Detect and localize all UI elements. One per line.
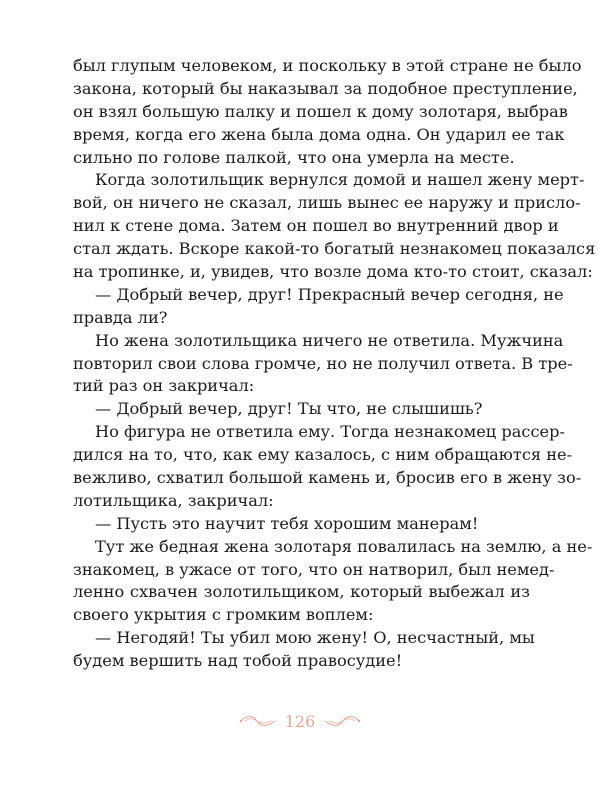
text-line: знакомец, в ужасе от того, что он натворил, был немед- <box>73 559 555 579</box>
text-line: он взял большую палку и пошел к дому золотаря, выбрав <box>73 101 568 121</box>
text-line: своего укрытия с громким воплем: <box>73 605 374 625</box>
text-line: — Добрый вечер, друг! Прекрасный вечер сегодня, не <box>95 284 564 304</box>
page-footer <box>0 708 600 734</box>
text-line: на тропинке, и, увидев, что возле дома кто-то стоит, сказал: <box>73 262 593 282</box>
text-line: дился на то, что, как ему казалось, с ним обращаются не- <box>73 445 573 465</box>
text-line: будем вершить над тобой правосудие! <box>73 651 403 671</box>
text-line: был глупым человеком, и поскольку в этой стране не было <box>73 56 582 75</box>
text-line: Когда золотильщик вернулся домой и нашел жену мерт- <box>95 170 585 190</box>
decorative-swirl-icon <box>323 714 361 728</box>
text-line: время, когда его жена была дома одна. Он ударил ее так <box>73 124 565 144</box>
text-line: закона, который бы наказывал за подобное преступление, <box>73 78 578 98</box>
text-line: нил к стене дома. Затем он пошел во внутренний двор и <box>73 216 559 236</box>
text-line: вой, он ничего не сказал, лишь вынес ее наружу и присло- <box>73 193 581 213</box>
body-text <box>73 55 596 673</box>
text-line: ленно схвачен золотильщиком, который выбежал из <box>73 582 530 602</box>
text-line: стал ждать. Вскоре какой-то богатый незнакомец показался <box>73 239 596 259</box>
text-line: лотильщика, закричал: <box>73 490 274 510</box>
text-line: вежливо, схватил большой камень и, бросив его в жену зо- <box>73 468 582 488</box>
text-line: — Негодяй! Ты убил мою жену! О, несчастный, мы <box>95 628 535 648</box>
text-line: Тут же бедная жена золотаря повалилась на землю, а не- <box>95 536 593 556</box>
text-line: тий раз он закричал: <box>73 376 255 396</box>
text-line: правда ли? <box>73 307 168 327</box>
text-line: повторил свои слова громче, но не получил ответа. В тре- <box>73 353 573 373</box>
text-line: Но фигура не ответила ему. Тогда незнакомец рассер- <box>95 422 565 442</box>
decorative-swirl-icon <box>239 714 277 728</box>
text-line: Но жена золотильщика ничего не ответила. Мужчина <box>95 330 564 350</box>
text-line: сильно по голове палкой, что она умерла на месте. <box>73 147 515 167</box>
text-line: — Пусть это научит тебя хорошим манерам! <box>95 513 479 533</box>
text-line: — Добрый вечер, друг! Ты что, не слышишь? <box>95 399 483 419</box>
page-number: 126 <box>284 711 316 731</box>
